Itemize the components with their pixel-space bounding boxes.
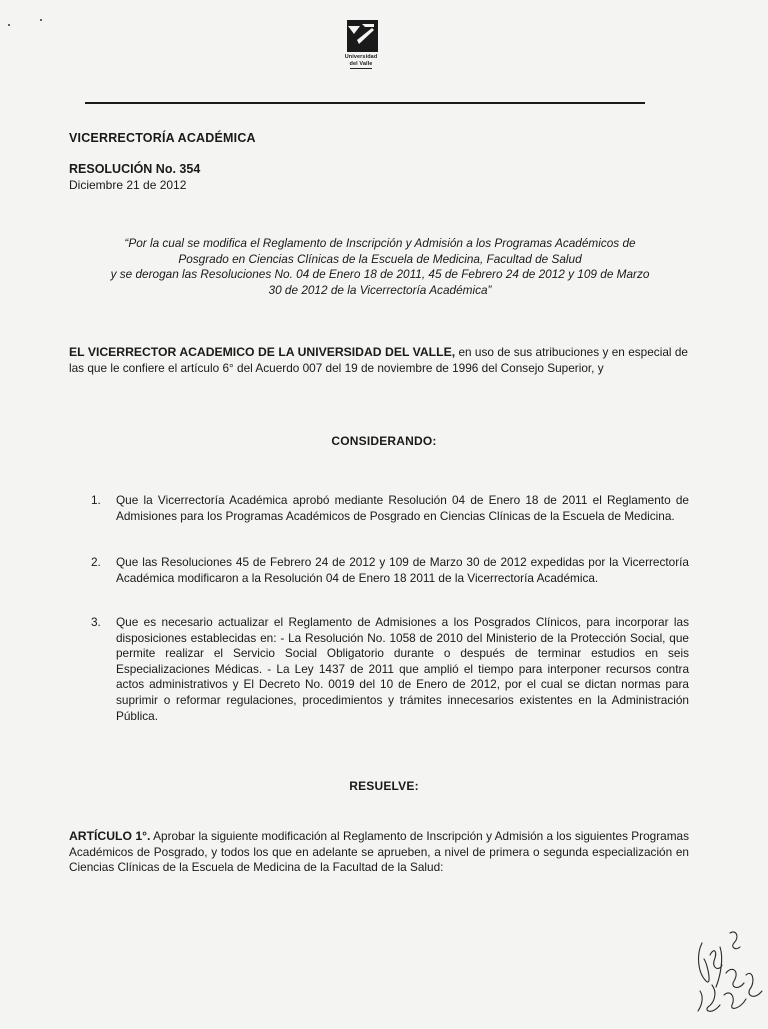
considerando-heading: CONSIDERANDO: [331, 434, 437, 448]
item-text: Que las Resoluciones 45 de Febrero 24 de 2012 y 109 de Marzo 30 de 2012 expedidas por la Vicerrectoría Académica modificaron a la Resolución 04 de Enero 18 2011 de la Vicerrectoría Académica. [116, 555, 689, 585]
scan-speck [8, 24, 10, 26]
logo-caption [340, 54, 382, 69]
subject-line: y se derogan las Resoluciones No. 04 de Enero 18 de 2011, 45 de Febrero 24 de 2012 y 109 de Marzo [110, 267, 650, 281]
univalle-logo-icon [340, 18, 382, 54]
intro-paragraph [69, 344, 688, 376]
article-1-paragraph [69, 829, 689, 876]
article-label: ARTÍCULO 1°. [69, 829, 151, 843]
item-text: Que es necesario actualizar el Reglamento de Admisiones a los Posgrados Clínicos, para incorporar las disposiciones establecidas en: - La Resolución No. 1058 de 2010 del Ministerio de la Protección Social, que permite realizar el Servicio Social Obligatorio durante o después de terminar estudios en seis Especializaciones Médicas. - La Ley 1437 de 2011 que amplió el tiempo para interponer recursos contra actos administrativos y El Decreto No. 0019 del 10 de Enero de 2012, por el cual se dictan normas para suprimir o reformar regulaciones, procedimientos y trámites innecesarios existentes en la Administración Pública. [116, 615, 689, 723]
resolution-number: RESOLUCIÓN No. 354 [69, 162, 201, 176]
office-heading: VICERRECTORÍA ACADÉMICA [69, 131, 256, 145]
logo-line-1: Universidad [344, 54, 378, 60]
item-number: 1. [91, 493, 101, 507]
article-text: Aprobar la siguiente modificación al Reglamento de Inscripción y Admisión a los siguientes Programas Académicos de Posgrado, y todos los que en adelante se aprueben, a nivel de primera o segunda especialización en Ciencias Clínicas de la Escuela de Medicina de la Facultad de la Salud: [69, 829, 689, 875]
item-number: 2. [91, 555, 101, 569]
item-number: 3. [91, 615, 101, 629]
subject-line: 30 de 2012 de la Vicerrectoría Académica” [268, 282, 492, 297]
header-rule [85, 102, 645, 104]
item-text: Que la Vicerrectoría Académica aprobó mediante Resolución 04 de Enero 18 de 2011 el Reglamento de Admisiones para los Programas Académicos de Posgrado en Ciencias Clínicas de la Escuela de Medicina. [116, 493, 689, 523]
intro-authority: EL VICERRECTOR ACADEMICO DE LA UNIVERSIDAD DEL VALLE, [69, 345, 456, 359]
resolution-subject [70, 236, 690, 298]
scan-speck [40, 19, 42, 21]
resolution-date: Diciembre 21 de 2012 [69, 178, 187, 192]
considerando-item [91, 555, 689, 586]
considerando-item [91, 493, 689, 524]
university-logo [340, 18, 382, 80]
resuelve-heading: RESUELVE: [349, 779, 419, 793]
signature-icon [690, 925, 768, 1024]
intro-text: en uso de sus atribuciones y en especial de las que le confiere el artículo 6° del Acuerdo 007 del 19 de noviembre de 1996 del Consejo Superior, y [69, 345, 688, 375]
logo-line-2: del Valle [349, 61, 373, 67]
subject-line: Posgrado en Ciencias Clínicas de la Escuela de Medicina, Facultad de Salud [178, 251, 582, 266]
subject-line: “Por la cual se modifica el Reglamento de Inscripción y Admisión a los Programas Académicos de [124, 236, 636, 250]
considerando-item [91, 615, 689, 724]
